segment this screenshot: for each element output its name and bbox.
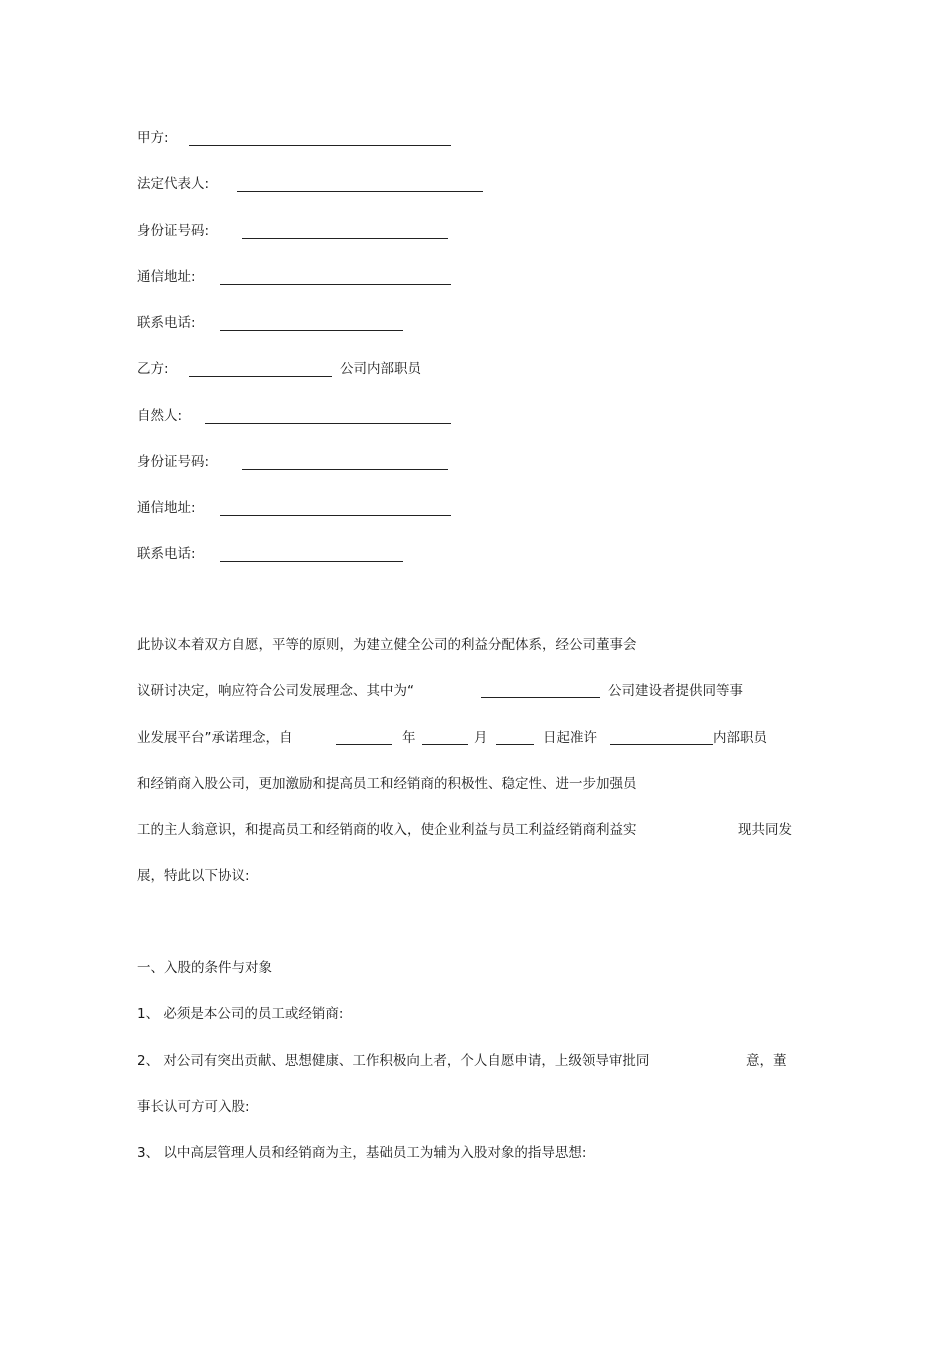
- month-blank[interactable]: [422, 744, 468, 745]
- party-b-address-blank[interactable]: [220, 515, 451, 516]
- section-1-item-1: 1、 必须是本公司的员工或经销商:: [137, 1006, 344, 1022]
- preamble-line-6: 展，特此以下协议:: [137, 868, 250, 884]
- year-blank[interactable]: [336, 744, 392, 745]
- party-b-blank[interactable]: [189, 376, 332, 377]
- party-a-id-label: 身份证号码:: [137, 223, 210, 239]
- party-b-suffix: 公司内部职员: [340, 361, 421, 377]
- preamble-line-2a: 议研讨决定，响应符合公司发展理念、其中为“: [137, 683, 414, 699]
- party-a-id-blank[interactable]: [242, 238, 448, 239]
- party-a-phone-label: 联系电话:: [137, 315, 196, 331]
- party-a-phone-blank[interactable]: [220, 330, 403, 331]
- section-1-item-2b: 意，董: [746, 1053, 787, 1069]
- section-1-item-2a: 2、 对公司有突出贡献、思想健康、工作积极向上者，个人自愿申请，上级领导审批同: [137, 1053, 650, 1069]
- party-b-label: 乙方:: [137, 361, 169, 377]
- party-b-phone-label: 联系电话:: [137, 546, 196, 562]
- preamble-line-1: 此协议本着双方自愿，平等的原则，为建立健全公司的利益分配体系，经公司董事会: [137, 637, 637, 653]
- preamble-line-2b: 公司建设者提供同等事: [608, 683, 743, 699]
- preamble-line-5a: 工的主人翁意识，和提高员工和经销商的收入，使企业利益与员工利益经销商利益实: [137, 822, 637, 838]
- day-blank[interactable]: [496, 744, 534, 745]
- natural-person-label: 自然人:: [137, 408, 183, 424]
- preamble-line-3b: 内部职员: [713, 730, 767, 746]
- month-label: 月: [474, 730, 488, 746]
- day-label: 日起准许: [543, 730, 597, 746]
- party-a-label: 甲方:: [137, 130, 169, 146]
- section-1-item-2c: 事长认可方可入股:: [137, 1099, 250, 1115]
- company-blank-2[interactable]: [610, 744, 713, 745]
- legal-rep-label: 法定代表人:: [137, 176, 210, 192]
- party-a-address-blank[interactable]: [220, 284, 451, 285]
- party-a-address-label: 通信地址:: [137, 269, 196, 285]
- party-b-id-label: 身份证号码:: [137, 454, 210, 470]
- year-label: 年: [402, 730, 416, 746]
- section-1-item-3: 3、 以中高层管理人员和经销商为主，基础员工为辅为入股对象的指导思想:: [137, 1145, 587, 1161]
- party-b-id-blank[interactable]: [242, 469, 448, 470]
- party-b-phone-blank[interactable]: [220, 561, 403, 562]
- section-1-heading: 一、入股的条件与对象: [137, 960, 272, 976]
- preamble-line-4: 和经销商入股公司，更加激励和提高员工和经销商的积极性、稳定性、进一步加强员: [137, 776, 637, 792]
- preamble-line-3a: 业发展平台”承诺理念，自: [137, 730, 293, 746]
- legal-rep-blank[interactable]: [237, 191, 483, 192]
- preamble-line-5b: 现共同发: [738, 822, 792, 838]
- company-name-blank[interactable]: [481, 697, 600, 698]
- party-a-blank[interactable]: [189, 145, 451, 146]
- party-b-address-label: 通信地址:: [137, 500, 196, 516]
- natural-person-blank[interactable]: [205, 423, 451, 424]
